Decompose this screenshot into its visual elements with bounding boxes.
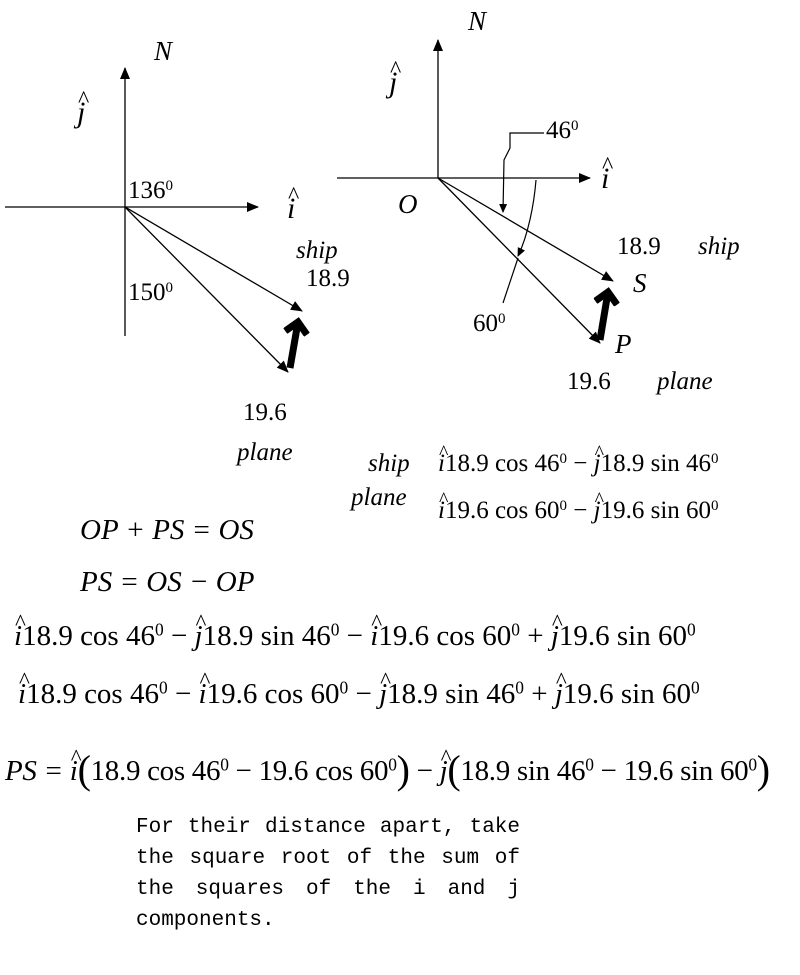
- right-ship-point-label: S: [633, 268, 647, 298]
- left-plane-label: plane: [237, 439, 293, 466]
- right-ship-value: 18.9: [617, 233, 661, 260]
- right-ship-vector: [438, 178, 613, 281]
- right-ps-vector: [600, 292, 608, 340]
- components-ship-label: ship: [368, 450, 410, 477]
- right-angle-46-label: $46^0$: [546, 117, 579, 144]
- left-ship-value: 18.9: [306, 265, 350, 292]
- left-i-label: ^ i: [287, 194, 295, 224]
- right-plane-label: plane: [657, 368, 713, 395]
- angle-60-leader: [503, 258, 518, 303]
- left-j-label: ^ j: [77, 98, 85, 128]
- left-angle-150-label: $150^0$: [128, 279, 173, 306]
- left-plane-value: 19.6: [243, 399, 287, 426]
- right-plane-point-label: P: [615, 329, 632, 359]
- left-ps-vector: [290, 322, 298, 368]
- left-angle-136-label: $136^0$: [128, 177, 173, 204]
- right-plane-vector: [438, 178, 600, 343]
- right-j-label: ^ j: [389, 68, 397, 98]
- right-ship-label: ship: [698, 233, 740, 260]
- right-north-label: N: [468, 6, 487, 36]
- right-origin-label: O: [398, 189, 418, 219]
- equation-1: OP + PS = OS: [80, 514, 254, 546]
- plane-components-expr: ^ i19.6 $\cos 60^0$ − ^ j19.6 $\sin 60^0$: [438, 498, 719, 523]
- left-ship-label: ship: [296, 237, 338, 264]
- right-angle-60-label: $60^0$: [473, 310, 506, 337]
- right-plane-value: 19.6: [567, 368, 611, 395]
- right-i-label: ^ i: [601, 164, 609, 194]
- ship-components-expr: ^ i18.9 $\cos 46^0$ − ^ j18.9 $\sin 46^0$: [438, 451, 719, 476]
- equation-2: PS = OS − OP: [80, 566, 255, 598]
- angle-46-pointer: [503, 133, 544, 212]
- left-north-label: N: [154, 36, 173, 66]
- distance-note: For their distance apart, take the square root of the sum of the squares of the i and j components.: [136, 816, 520, 932]
- components-plane-label: plane: [351, 484, 407, 511]
- equation-4: ^ i18.9 $\cos 46^0$ − ^ i19.6 $\cos 60^0$ − ^ j18.9 $\sin 46^0$ + ^ j19.6 $\sin 60^0$: [18, 680, 700, 709]
- equation-3: ^ i18.9 $\cos 46^0$ − ^ j18.9 $\sin 46^0$ − ^ i19.6 $\cos 60^0$ + ^ j19.6 $\sin 60^0$: [14, 622, 696, 651]
- equation-5: PS = ^ i(18.9 $\cos 46^0 - 19.6$ $\cos 60^0$) − ^ j(18.9 $\sin 46^0 - 19.6$ $\sin 60^0$): [5, 750, 770, 790]
- right-axes: [337, 40, 590, 178]
- angle-60-pointer: [518, 180, 536, 256]
